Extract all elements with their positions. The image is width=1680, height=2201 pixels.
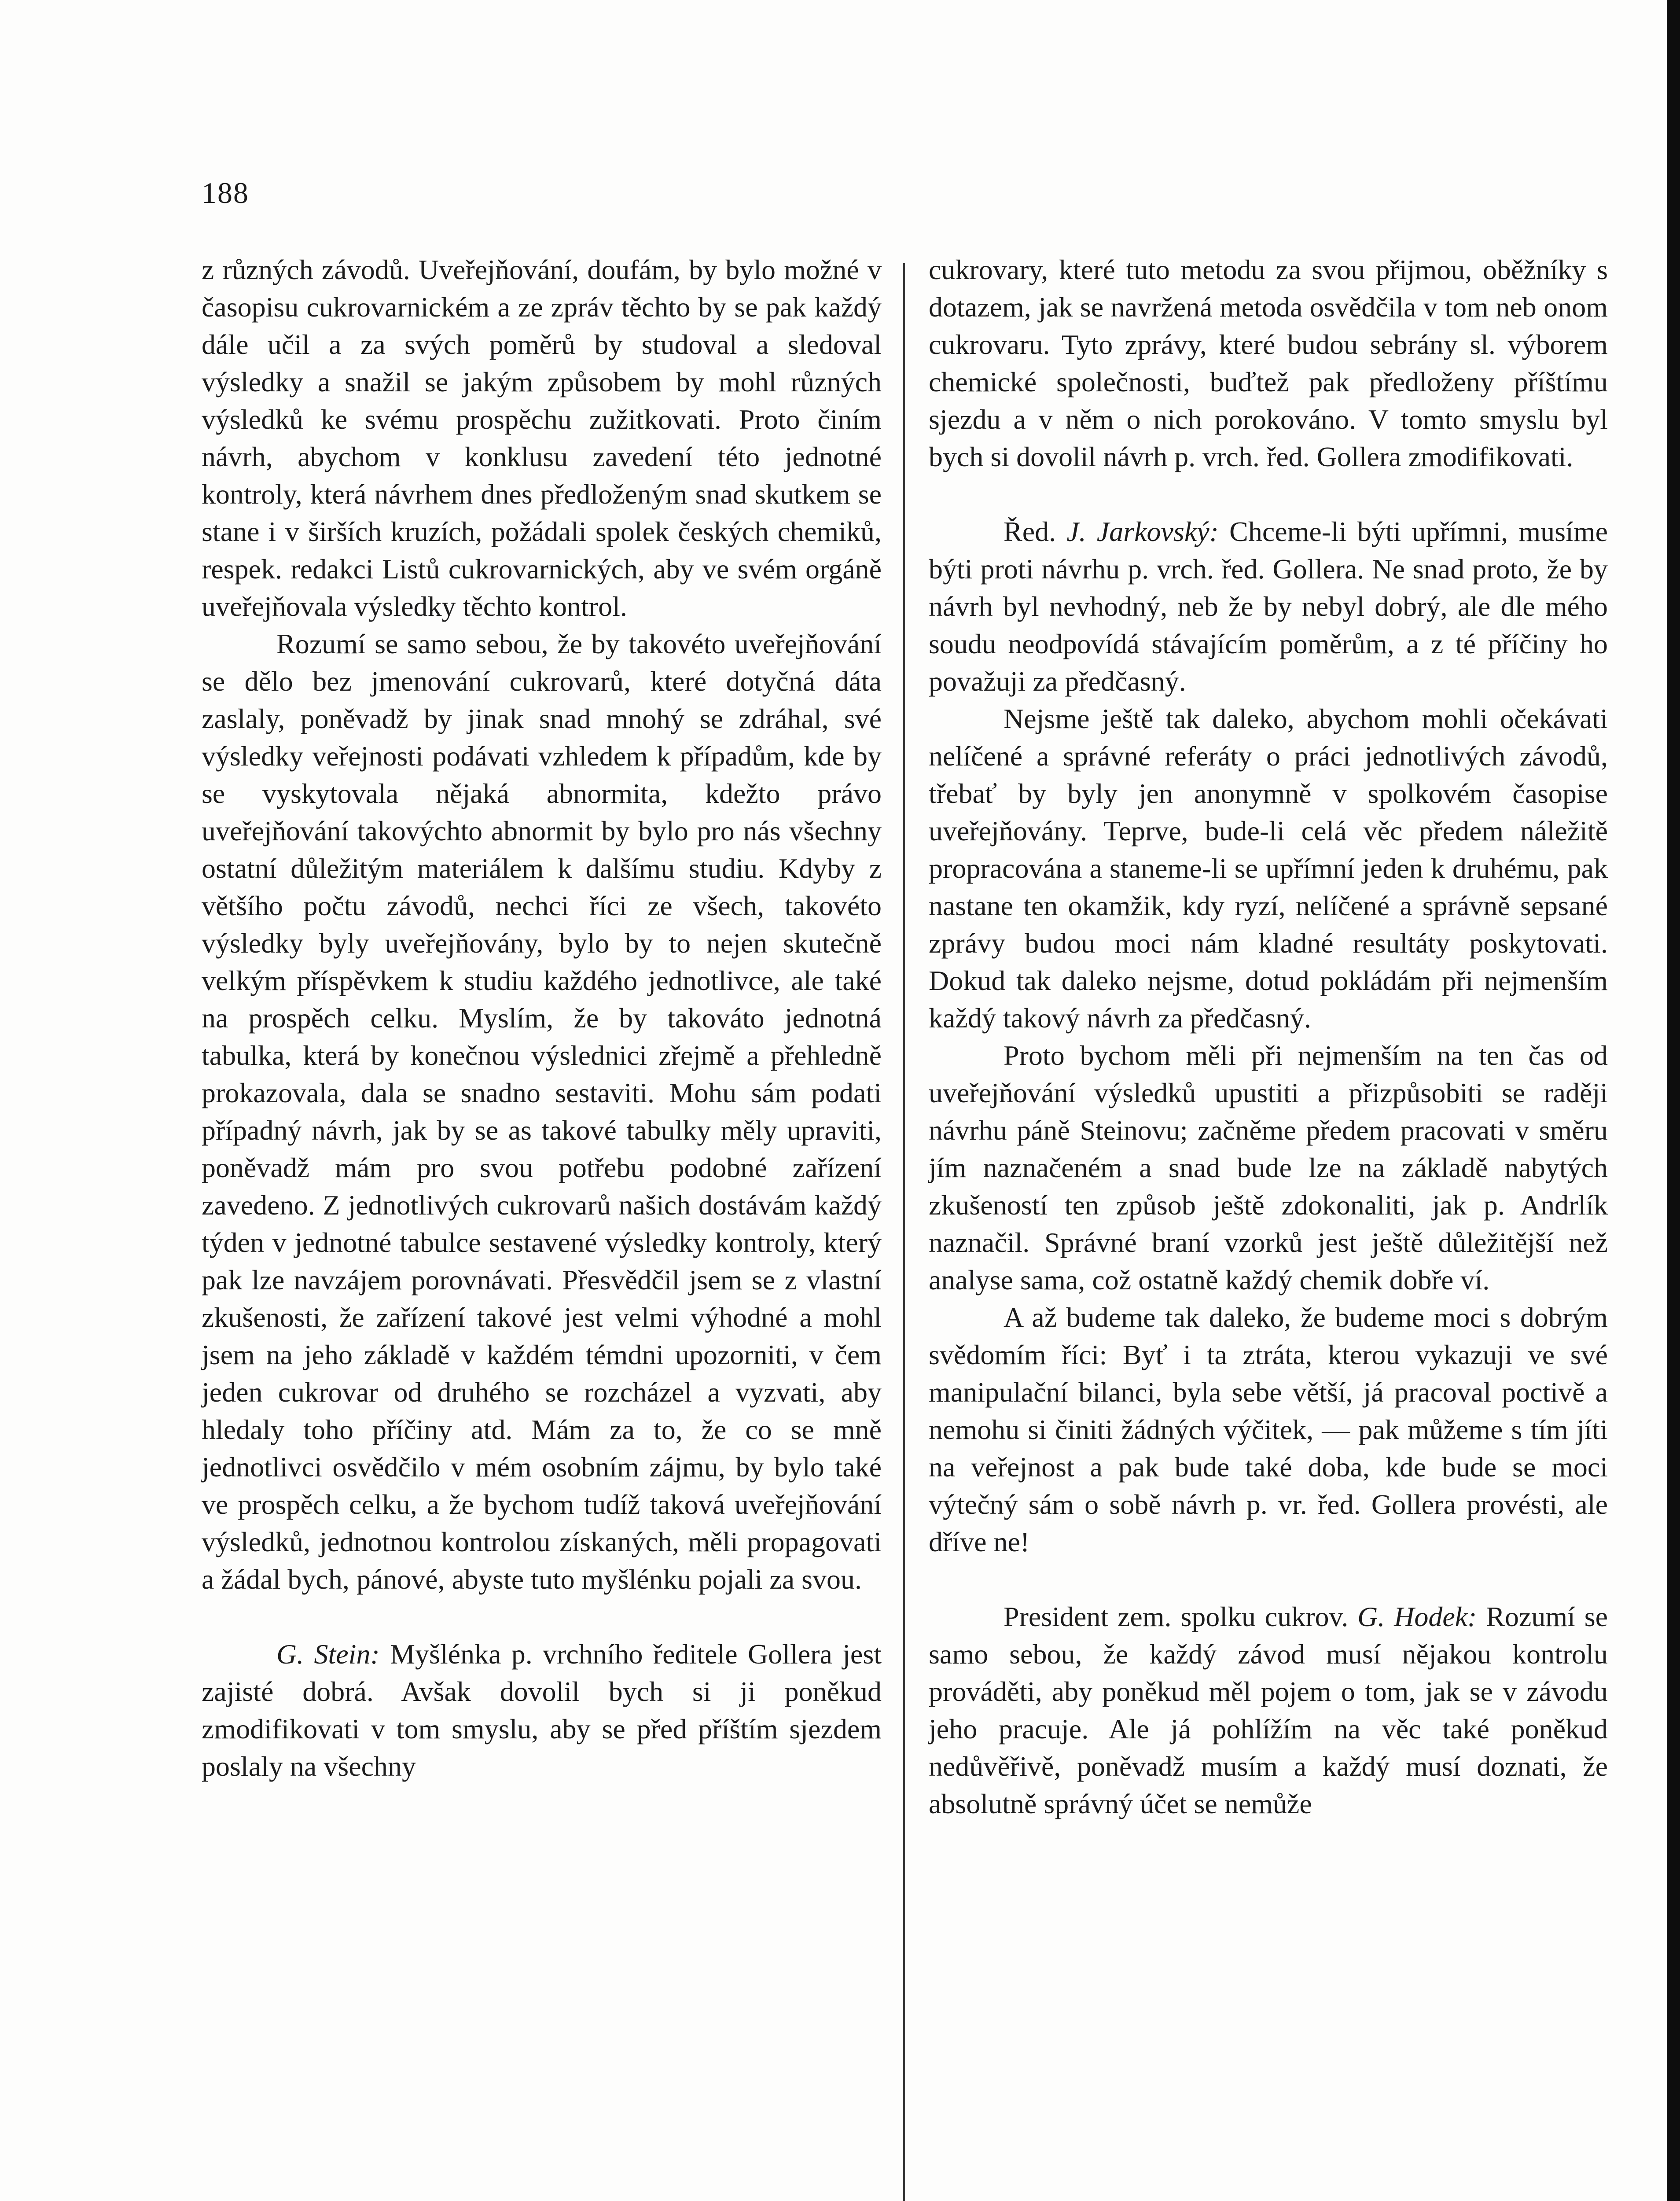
right-column (929, 251, 1608, 1822)
speaker-hodek: G. Hodek: (1357, 1601, 1477, 1632)
title-prefix-president: President zem. spolku cukrov. (1004, 1601, 1349, 1632)
speaker-jarkovsky: J. Jarkovský: (1066, 516, 1219, 547)
title-prefix-red: Řed. (1004, 516, 1056, 547)
left-paragraph-1: z různých závodů. Uveřejňování, doufám, by bylo možné v časopisu cukrovarnickém a ze zpráv těchto by se pak každý dále učil a za svých poměrů by studoval a sledoval výsledky a snažil se jakým způsobem by mohl různých výsledků ke svému prospěchu zužitkovati. Proto činím návrh, abychom v konklusu zavedení této jednotné kontroly, která návrhem dnes předloženým snad skutkem se stane i v širších kruzích, požádali spolek českých chemiků, respek. redakci Listů cukrovarnických, aby ve svém orgáně uveřejňovala výsledky těchto kontrol. (202, 254, 882, 622)
right-paragraph-6 (929, 1598, 1608, 1822)
right-paragraph-4: Proto bychom měli při nejmenším na ten čas od uveřejňování výsledků upustiti a přizpůsobiti se raději návrhu páně Steinovu; začněme předem pracovati v směru jím naznačeném a snad bude lze na základě nabytých zkušeností ten způsob ještě zdokonaliti, jak p. Andrlík naznačil. Správné braní vzorků jest ještě důležitější než analyse sama, což ostatně každý chemik dobře ví. (929, 1040, 1608, 1296)
left-column (202, 251, 882, 1785)
left-paragraph-3 (202, 1635, 882, 1785)
page-number: 188 (202, 176, 249, 210)
right-paragraph-1: cukrovary, které tuto metodu za svou přijmou, oběžníky s dotazem, jak se navržená metoda osvědčila v tom neb onom cukrovaru. Tyto zprávy, které budou sebrány sl. výborem chemické společnosti, buďtež pak předloženy příštímu sjezdu a v něm o nich porokováno. V tomto smyslu byl bych si dovolil návrh p. vrch. řed. Gollera zmodifikovati. (929, 254, 1608, 472)
right-paragraph-2-text: Chceme-li býti upřímni, musíme býti proti návrhu p. vrch. řed. Gollera. Ne snad proto, že by návrh byl nevhodný, neb že by nebyl dobrý, ale dle mého soudu neodpovídá stávajícím poměrům, a z té příčiny ho považuji za předčasný. (929, 516, 1608, 697)
left-paragraph-3-text: Myšlénka p. vrchního ředitele Gollera jest zajisté dobrá. Avšak dovolil bych si ji poněkud zmodifikovati v tom smyslu, aby se před příštím sjezdem poslaly na všechny (202, 1638, 882, 1782)
speaker-stein: G. Stein: (276, 1638, 380, 1670)
right-paragraph-2 (929, 513, 1608, 700)
right-paragraph-3: Nejsme ještě tak daleko, abychom mohli očekávati nelíčené a správné referáty o práci jednotlivých závodů, třebať by byly jen anonymně v spolkovém časopise uveřejňovány. Teprve, bude-li celá věc předem náležitě propracována a staneme-li se upřímní jeden k druhému, pak nastane ten okamžik, kdy ryzí, nelíčené a správně sepsané zprávy budou moci nám kladné resultáty poskytovati. Dokud tak daleko nejsme, dotud pokládám při nejmenším každý takový návrh za předčasný. (929, 703, 1608, 1034)
column-divider (903, 263, 905, 2201)
scan-edge-right (1667, 0, 1680, 2201)
left-paragraph-2: Rozumí se samo sebou, že by takovéto uveřejňování se dělo bez jmenování cukrovarů, které dotyčná dáta zaslaly, poněvadž by jinak snad mnohý se zdráhal, své výsledky veřejnosti podávati vzhledem k případům, kde by se vyskytovala nějaká abnormita, kdežto právo uveřejňování takovýchto abnormit by bylo pro nás všechny ostatní důležitým materiálem k dalšímu studiu. Kdyby z většího počtu závodů, nechci říci ze všech, takovéto výsledky byly uveřejňovány, bylo by to nejen skutečně velkým příspěvkem k studiu každého jednotlivce, ale také na prospěch celku. Myslím, že by takováto jednotná tabulka, která by konečnou výslednici zřejmě a přehledně prokazovala, dala se snadno sestaviti. Mohu sám podati případný návrh, jak by se as takové tabulky měly upraviti, poněvadž mám pro svou potřebu podobné zařízení zavedeno. Z jednotlivých cukrovarů našich dostávám každý týden v jednotné tabulce sestavené výsledky kontroly, který pak lze navzájem porovnávati. Přesvědčil jsem se z vlastní zkušenosti, že zařízení takové jest velmi výhodné a mohl jsem na jeho základě v každém témdni upozorniti, v čem jeden cukrovar od druhého se rozcházel a vyzvati, aby hledaly toho příčiny atd. Mám za to, že co se mně jednotlivci osvědčilo v mém osobním zájmu, by bylo také ve prospěch celku, a že bychom tudíž taková uveřejňování výsledků, jednotnou kontrolou získaných, měli propagovati a žádal bych, pánové, abyste tuto myšlénku pojali za svou. (202, 628, 882, 1595)
right-paragraph-5: A až budeme tak daleko, že budeme moci s dobrým svědomím říci: Byť i ta ztráta, kterou vykazuji ve své manipulační bilanci, byla sebe větší, já pracoval poctivě a nemohu si činiti žádných výčitek, — pak můžeme s tím jíti na veřejnost a pak bude také doba, kde bude se moci výtečný sám o sobě návrh p. vr. řed. Gollera provésti, ale dříve ne! (929, 1302, 1608, 1557)
right-paragraph-6-text: Rozumí se samo sebou, že každý závod musí nějakou kontrolu prováděti, aby poněkud měl pojem o tom, jak se v závodu jeho pracuje. Ale já pohlížím na věc také poněkud nedůvěřivě, poněvadž musím a každý musí doznati, že absolutně správný účet se nemůže (929, 1601, 1608, 1819)
